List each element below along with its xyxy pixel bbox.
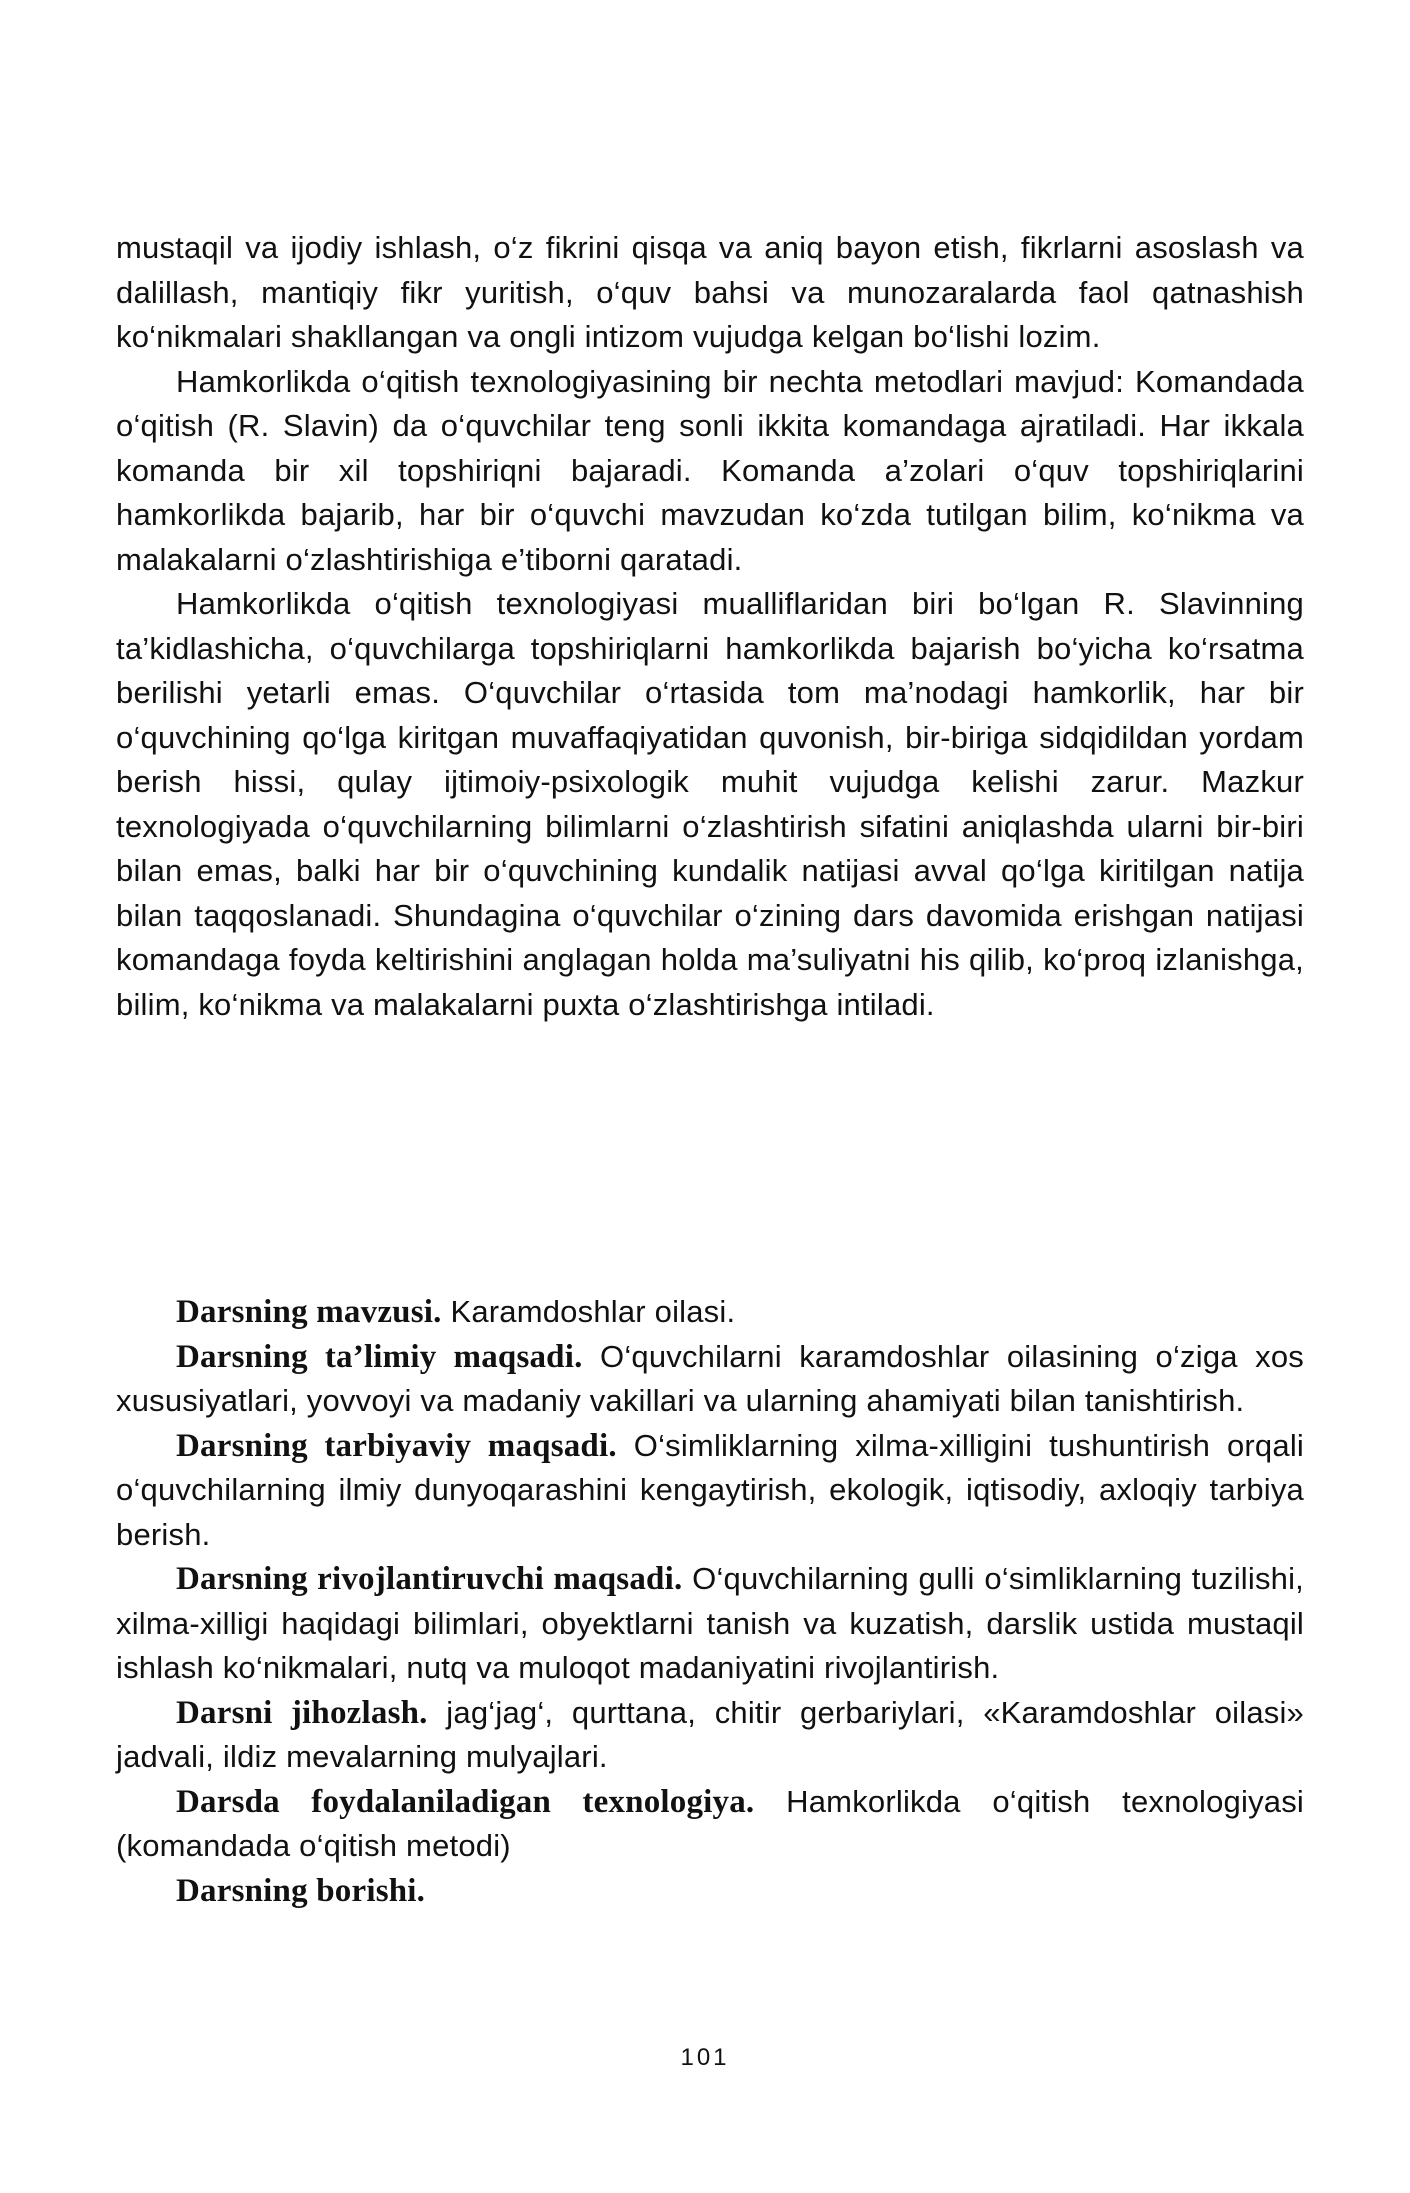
lesson-topic-text: Karamdoshlar oilasi. (450, 1294, 736, 1329)
lesson-equipment (116, 1691, 1304, 1780)
paragraph-methods: Hamkorlikda o‘qitish texnologiyasining bir nechta metodlari mavjud: Komandada o‘qitish (R. Slavin) da o‘quvchilar teng sonli ikkita komandaga ajratiladi. Har ikkala komanda bir xil topshiriqni bajaradi. Komanda a’zolari o‘quv topshiriqlarini hamkorlikda bajarib, har bir o‘quvchi mavzudan ko‘zda tutilgan bilim, ko‘nikma va malakalarni o‘zlashtirishiga e’tiborni qaratadi. (116, 363, 1304, 577)
lesson-equipment-text: jag‘jag‘, qurttana, chitir gerbariylari, «Karamdoshlar oilasi» jadvali, ildiz mevalarning mulyajlari. (116, 1694, 1304, 1774)
lesson-technology-text: Hamkorlikda o‘qitish texnologiyasi (komandada o‘qitish metodi) (116, 1783, 1305, 1863)
lesson-developmental-goal-label: Darsning rivojlantiruvchi maqsadi. (176, 1561, 683, 1597)
lesson-educational-goal-text: O‘simliklarning xilma-xilligini tushuntirish orqali o‘quvchilarning ilmiy dunyoqarashini kengaytirish, ekologik, iqtisodiy, axloqiy tarbiya berish. (116, 1427, 1304, 1552)
lesson-scientific-goal-label: Darsning ta’limiy maqsadi. (176, 1338, 583, 1375)
lesson-technology-label: Darsda foydalaniladigan texnologiya. (176, 1783, 755, 1820)
lesson-progress (116, 1869, 1304, 1914)
lesson-scientific-goal-text: O‘quvchilarni karamdoshlar oilasining o‘ziga xos xususiyatlari, yovvoyi va madaniy vakillari va ularning ahamiyati bilan tanishtirish. (116, 1338, 1304, 1418)
lesson-equipment-label: Darsni jihozlash. (176, 1694, 428, 1731)
lesson-scientific-goal (116, 1335, 1304, 1424)
paragraph-continuation: mustaqil va ijodiy ishlash, o‘z fikrini qisqa va aniq bayon etish, fikrlarni asoslash va dalillash, mantiqiy fikr yuritish, o‘quv bahsi va munozaralarda faol qatnashish ko‘nikmalari shakllangan va ongli intizom vujudga kelgan bo‘lishi lozim. (116, 230, 1304, 354)
lesson-progress-label: Darsning borishi. (176, 1872, 426, 1909)
lesson-topic-label: Darsning mavzusi. (176, 1294, 442, 1330)
lesson-educational-goal-label: Darsning tarbiyaviy maqsadi. (176, 1427, 617, 1464)
lesson-educational-goal (116, 1424, 1304, 1558)
lesson-developmental-goal-text: O‘quvchilarning gulli o‘simliklarning tuzilishi, xilma-xilligi haqidagi bilimlari, obyektlarni tanish va kuzatish, darslik ustida mustaqil ishlash ko‘nikmalari, nutq va muloqot madaniyatini rivojlantirish. (116, 1561, 1304, 1685)
lesson-plan-block (116, 1290, 1304, 1913)
paragraph-slavin: Hamkorlikda o‘qitish texnologiyasi mualliflaridan biri bo‘lgan R. Slavinning ta’kidlashicha, o‘quvchilarga topshiriqlarni hamkorlikda bajarish bo‘yicha ko‘rsatma berilishi yetarli emas. O‘quvchilar o‘rtasida tom ma’nodagi hamkorlik, har bir o‘quvchining qo‘lga kiritgan muvaffaqiyatidan quvonish, bir-biriga sidqidildan yordam berish hissi, qulay ijtimoiy-psixologik muhit vujudga kelishi zarur. Mazkur texnologiyada o‘quvchilarning bilimlarni o‘zlashtirish sifatini aniqlashda ularni bir-biri bilan emas, balki har bir o‘quvchining kundalik natijasi avval qo‘lga kiritilgan natija bilan taqqoslanadi. Shundagina o‘quvchilar o‘zining dars davomida erishgan natijasi komandaga foyda keltirishini anglagan holda ma’suliyatni his qilib, ko‘proq izlanishga, bilim, ko‘nikma va malakalarni puxta o‘zlashtirishga intiladi. (116, 586, 1304, 1022)
lesson-topic (116, 1290, 1304, 1335)
intro-text-block (116, 226, 1304, 1027)
lesson-developmental-goal (116, 1557, 1304, 1691)
lesson-technology (116, 1780, 1304, 1869)
page-number: 101 (680, 2044, 730, 2071)
